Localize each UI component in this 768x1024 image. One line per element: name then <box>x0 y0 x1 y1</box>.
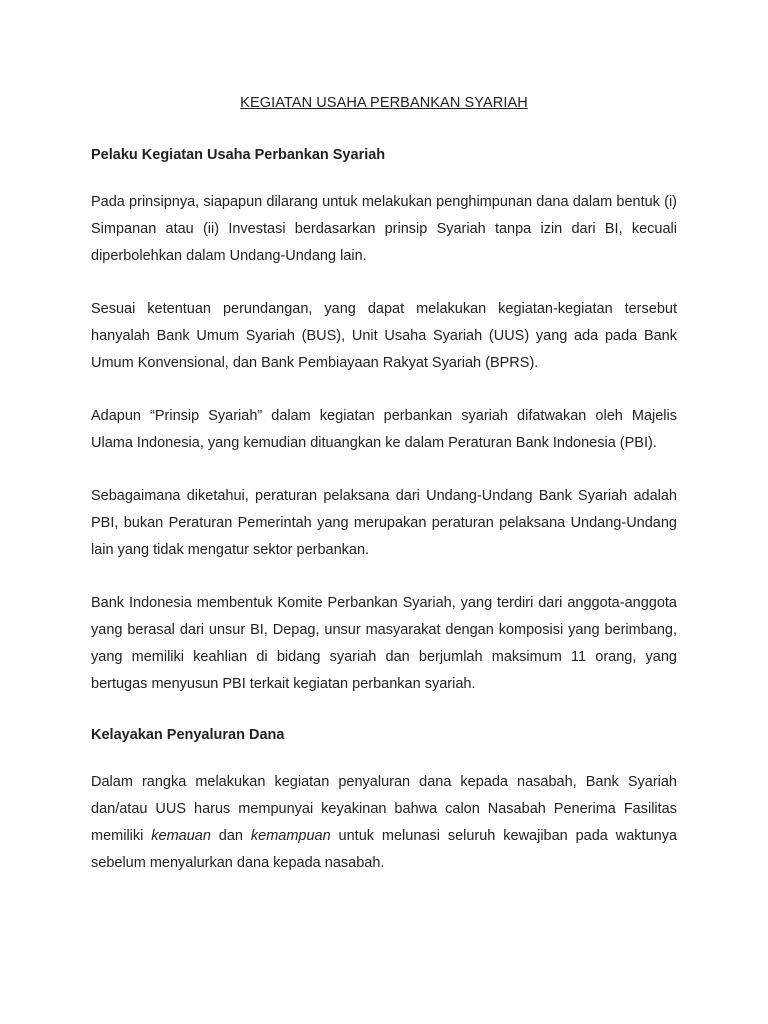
paragraph-6-text-2: dan <box>210 828 251 844</box>
paragraph-5: Bank Indonesia membentuk Komite Perbankan Syariah, yang terdiri dari anggota-anggota yang berasal dari unsur BI, Depag, unsur masyarakat dengan komposisi yang berimbang, yang memiliki keahlian di bidang syariah dan berjumlah maksimum 11 orang, yang bertugas menyusun PBI terkait kegiatan perbankan syariah. <box>91 595 677 692</box>
paragraph-6-italic-kemauan: kemauan <box>151 828 211 844</box>
paragraph-2: Sesuai ketentuan perundangan, yang dapat melakukan kegiatan-kegiatan tersebut hanyalah Bank Umum Syariah (BUS), Unit Usaha Syariah (UUS) yang ada pada Bank Umum Konvensional, dan Bank Pembiayaan Rakyat Syariah (BPRS). <box>91 301 677 371</box>
paragraph-1: Pada prinsipnya, siapapun dilarang untuk melakukan penghimpunan dana dalam bentuk (i) Simpanan atau (ii) Investasi berdasarkan prinsip Syariah tanpa izin dari BI, kecuali diperbolehkan dalam Undang-Undang lain. <box>91 194 677 264</box>
paragraph-3: Adapun “Prinsip Syariah” dalam kegiatan perbankan syariah difatwakan oleh Majelis Ulama Indonesia, yang kemudian dituangkan ke dalam Peraturan Bank Indonesia (PBI). <box>91 408 677 451</box>
section-heading-kelayakan: Kelayakan Penyaluran Dana <box>91 727 285 743</box>
section-heading-pelaku: Pelaku Kegiatan Usaha Perbankan Syariah <box>91 147 386 163</box>
paragraph-6-text-3: untuk melunasi seluruh kewajiban pada waktunya sebelum menyalurkan dana kepada nasabah. <box>91 828 678 871</box>
paragraph-6 <box>91 769 677 877</box>
document-title: KEGIATAN USAHA PERBANKAN SYARIAH <box>240 95 528 111</box>
paragraph-4: Sebagaimana diketahui, peraturan pelaksana dari Undang-Undang Bank Syariah adalah PBI, bukan Peraturan Pemerintah yang merupakan peraturan pelaksana Undang-Undang lain yang tidak mengatur sektor perbankan. <box>91 488 677 558</box>
paragraph-6-italic-kemampuan: kemampuan <box>250 828 331 844</box>
paragraph-6-text-1: Dalam rangka melakukan kegiatan penyaluran dana kepada nasabah, Bank Syariah dan/atau UUS harus mempunyai keyakinan bahwa calon Nasabah Penerima Fasilitas memiliki <box>91 774 677 844</box>
